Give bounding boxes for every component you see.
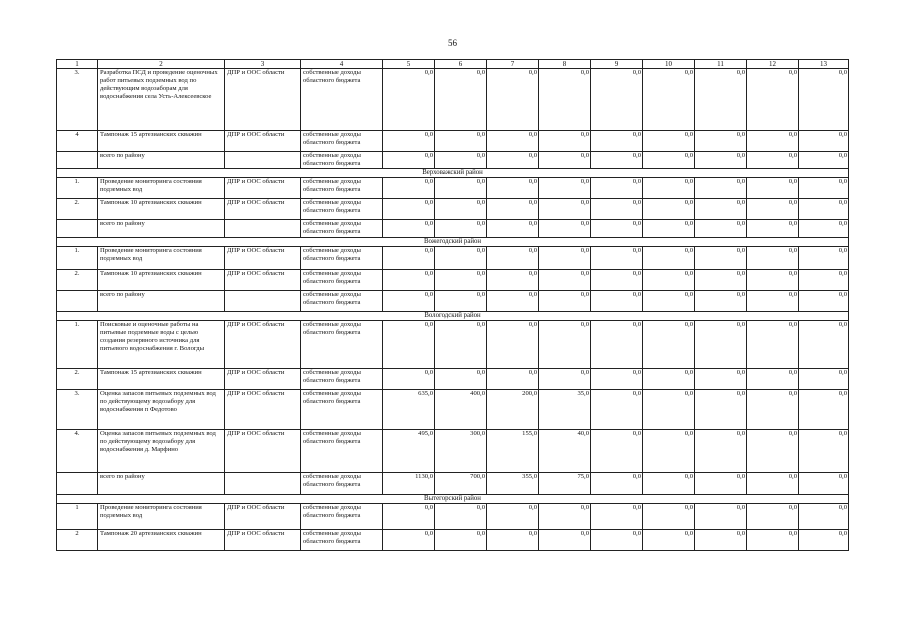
district-name: Верховажский район <box>57 169 849 178</box>
amount-cell: 0,0 <box>695 530 747 551</box>
funding-source: собственные доходы областного бюджета <box>301 270 383 291</box>
district-header-row <box>57 169 849 178</box>
amount-cell: 0,0 <box>643 530 695 551</box>
amount-cell: 0,0 <box>487 291 539 312</box>
amount-cell: 0,0 <box>799 220 849 238</box>
executor: ДПР и ООС области <box>225 199 301 220</box>
amount-cell: 0,0 <box>539 178 591 199</box>
amount-cell: 0,0 <box>799 131 849 152</box>
amount-cell: 0,0 <box>799 321 849 369</box>
amount-cell: 0,0 <box>383 270 435 291</box>
amount-cell: 0,0 <box>383 178 435 199</box>
amount-cell: 0,0 <box>643 199 695 220</box>
amount-cell: 0,0 <box>487 530 539 551</box>
amount-cell: 0,0 <box>747 220 799 238</box>
table-row <box>57 178 849 199</box>
table-row <box>57 321 849 369</box>
amount-cell: 0,0 <box>747 530 799 551</box>
amount-cell: 0,0 <box>591 390 643 430</box>
column-number: 3 <box>225 60 301 69</box>
amount-cell: 0,0 <box>799 530 849 551</box>
amount-cell: 0,0 <box>695 504 747 530</box>
amount-cell: 0,0 <box>539 530 591 551</box>
funding-source: собственные доходы областного бюджета <box>301 178 383 199</box>
table-row <box>57 199 849 220</box>
district-header-row <box>57 312 849 321</box>
table-row <box>57 131 849 152</box>
row-number: 1. <box>57 247 98 270</box>
amount-cell: 0,0 <box>695 291 747 312</box>
amount-cell: 0,0 <box>591 430 643 473</box>
amount-cell: 0,0 <box>591 504 643 530</box>
amount-cell: 0,0 <box>487 504 539 530</box>
funding-source: собственные доходы областного бюджета <box>301 69 383 131</box>
amount-cell: 0,0 <box>435 504 487 530</box>
amount-cell: 0,0 <box>799 504 849 530</box>
amount-cell: 0,0 <box>799 69 849 131</box>
executor: ДПР и ООС области <box>225 247 301 270</box>
amount-cell: 0,0 <box>383 369 435 390</box>
row-number <box>57 152 98 169</box>
amount-cell: 0,0 <box>695 321 747 369</box>
table-row <box>57 369 849 390</box>
amount-cell: 0,0 <box>747 473 799 495</box>
amount-cell: 0,0 <box>591 178 643 199</box>
column-number: 6 <box>435 60 487 69</box>
amount-cell: 0,0 <box>747 504 799 530</box>
amount-cell: 0,0 <box>487 247 539 270</box>
row-number <box>57 220 98 238</box>
amount-cell: 0,0 <box>539 247 591 270</box>
activity-name: Тампонаж 10 артезианских скважин <box>98 270 225 291</box>
column-number: 10 <box>643 60 695 69</box>
funding-source: собственные доходы областного бюджета <box>301 152 383 169</box>
table-row <box>57 390 849 430</box>
column-number: 12 <box>747 60 799 69</box>
amount-cell: 0,0 <box>643 390 695 430</box>
amount-cell: 0,0 <box>747 321 799 369</box>
amount-cell: 0,0 <box>799 178 849 199</box>
amount-cell: 0,0 <box>747 291 799 312</box>
amount-cell: 0,0 <box>539 220 591 238</box>
column-number: 1 <box>57 60 98 69</box>
amount-cell: 0,0 <box>435 152 487 169</box>
amount-cell: 0,0 <box>695 152 747 169</box>
amount-cell: 1130,0 <box>383 473 435 495</box>
district-name: Вологодский район <box>57 312 849 321</box>
amount-cell: 0,0 <box>643 69 695 131</box>
amount-cell: 0,0 <box>435 69 487 131</box>
amount-cell: 0,0 <box>643 430 695 473</box>
funding-source: собственные доходы областного бюджета <box>301 199 383 220</box>
executor: ДПР и ООС области <box>225 178 301 199</box>
table-row <box>57 504 849 530</box>
amount-cell: 0,0 <box>643 152 695 169</box>
amount-cell: 0,0 <box>695 247 747 270</box>
amount-cell: 0,0 <box>695 69 747 131</box>
district-header-row <box>57 495 849 504</box>
amount-cell: 0,0 <box>487 131 539 152</box>
amount-cell: 35,0 <box>539 390 591 430</box>
row-number: 1. <box>57 178 98 199</box>
row-number: 2. <box>57 270 98 291</box>
amount-cell: 0,0 <box>643 270 695 291</box>
amount-cell: 0,0 <box>643 220 695 238</box>
amount-cell: 400,0 <box>435 390 487 430</box>
amount-cell: 0,0 <box>591 530 643 551</box>
amount-cell: 0,0 <box>539 369 591 390</box>
funding-source: собственные доходы областного бюджета <box>301 473 383 495</box>
executor: ДПР и ООС области <box>225 430 301 473</box>
amount-cell: 0,0 <box>539 131 591 152</box>
activity-name: Тампонаж 15 артезианских скважин <box>98 131 225 152</box>
amount-cell: 0,0 <box>435 199 487 220</box>
amount-cell: 0,0 <box>591 291 643 312</box>
amount-cell: 635,0 <box>383 390 435 430</box>
amount-cell: 0,0 <box>539 291 591 312</box>
amount-cell: 495,0 <box>383 430 435 473</box>
funding-source: собственные доходы областного бюджета <box>301 321 383 369</box>
amount-cell: 0,0 <box>435 178 487 199</box>
amount-cell: 0,0 <box>643 321 695 369</box>
row-number: 1 <box>57 504 98 530</box>
column-number: 13 <box>799 60 849 69</box>
amount-cell: 0,0 <box>591 247 643 270</box>
amount-cell: 0,0 <box>591 69 643 131</box>
amount-cell: 0,0 <box>435 247 487 270</box>
funding-source: собственные доходы областного бюджета <box>301 291 383 312</box>
district-name: Вожегодский район <box>57 238 849 247</box>
amount-cell: 0,0 <box>799 369 849 390</box>
row-number: 4. <box>57 430 98 473</box>
row-number: 2. <box>57 369 98 390</box>
executor: ДПР и ООС области <box>225 131 301 152</box>
amount-cell: 0,0 <box>383 530 435 551</box>
row-number: 2. <box>57 199 98 220</box>
executor: ДПР и ООС области <box>225 390 301 430</box>
amount-cell: 0,0 <box>539 270 591 291</box>
amount-cell: 0,0 <box>539 152 591 169</box>
amount-cell: 0,0 <box>799 270 849 291</box>
funding-source: собственные доходы областного бюджета <box>301 220 383 238</box>
amount-cell: 0,0 <box>487 270 539 291</box>
amount-cell: 0,0 <box>435 131 487 152</box>
table-row <box>57 247 849 270</box>
amount-cell: 0,0 <box>747 430 799 473</box>
amount-cell: 0,0 <box>695 199 747 220</box>
amount-cell: 0,0 <box>435 369 487 390</box>
activity-name: Разработка ПСД и проведение оценочных работ питьевых подземных вод по действующим водозаборам для водоснабжения села Усть-Алексеевское <box>98 69 225 131</box>
amount-cell: 0,0 <box>435 321 487 369</box>
amount-cell: 0,0 <box>487 178 539 199</box>
amount-cell: 0,0 <box>487 69 539 131</box>
funding-source: собственные доходы областного бюджета <box>301 390 383 430</box>
amount-cell: 0,0 <box>487 369 539 390</box>
executor: ДПР и ООС области <box>225 69 301 131</box>
amount-cell: 0,0 <box>383 131 435 152</box>
amount-cell: 0,0 <box>695 473 747 495</box>
amount-cell: 0,0 <box>591 270 643 291</box>
district-header-row <box>57 238 849 247</box>
amount-cell: 0,0 <box>643 473 695 495</box>
amount-cell: 0,0 <box>799 430 849 473</box>
executor <box>225 291 301 312</box>
amount-cell: 0,0 <box>383 291 435 312</box>
amount-cell: 0,0 <box>591 321 643 369</box>
executor: ДПР и ООС области <box>225 321 301 369</box>
column-number: 5 <box>383 60 435 69</box>
amount-cell: 0,0 <box>383 220 435 238</box>
amount-cell: 200,0 <box>487 390 539 430</box>
column-number: 8 <box>539 60 591 69</box>
amount-cell: 0,0 <box>799 247 849 270</box>
activity-name: Проведение мониторинга состояния подземных вод <box>98 247 225 270</box>
amount-cell: 0,0 <box>695 220 747 238</box>
executor: ДПР и ООС области <box>225 530 301 551</box>
row-number <box>57 473 98 495</box>
amount-cell: 0,0 <box>747 390 799 430</box>
amount-cell: 0,0 <box>643 369 695 390</box>
column-number-row <box>57 60 849 69</box>
amount-cell: 700,0 <box>435 473 487 495</box>
amount-cell: 0,0 <box>435 220 487 238</box>
amount-cell: 0,0 <box>435 530 487 551</box>
amount-cell: 0,0 <box>695 178 747 199</box>
amount-cell: 40,0 <box>539 430 591 473</box>
executor <box>225 473 301 495</box>
column-number: 11 <box>695 60 747 69</box>
row-number: 1. <box>57 321 98 369</box>
amount-cell: 0,0 <box>799 152 849 169</box>
amount-cell: 0,0 <box>695 270 747 291</box>
activity-name: Тампонаж 15 артезианских скважин <box>98 369 225 390</box>
amount-cell: 0,0 <box>695 390 747 430</box>
amount-cell: 0,0 <box>747 369 799 390</box>
table-row <box>57 270 849 291</box>
amount-cell: 0,0 <box>383 152 435 169</box>
column-number: 7 <box>487 60 539 69</box>
executor: ДПР и ООС области <box>225 369 301 390</box>
activity-name: Оценка запасов питьевых подземных вод по действующему водозабору для водоснабжения д. Марфино <box>98 430 225 473</box>
amount-cell: 0,0 <box>591 473 643 495</box>
activity-name: Проведение мониторинга состояния подземных вод <box>98 178 225 199</box>
executor <box>225 220 301 238</box>
activity-name: Оценка запасов питьевых подземных вод по действующему водозабору для водоснабжения п Федотово <box>98 390 225 430</box>
amount-cell: 0,0 <box>747 178 799 199</box>
district-total-row <box>57 473 849 495</box>
activity-name: всего по району <box>98 220 225 238</box>
amount-cell: 0,0 <box>383 321 435 369</box>
amount-cell: 0,0 <box>383 504 435 530</box>
amount-cell: 0,0 <box>539 321 591 369</box>
activity-name: всего по району <box>98 473 225 495</box>
amount-cell: 0,0 <box>539 69 591 131</box>
table-row <box>57 530 849 551</box>
amount-cell: 0,0 <box>643 504 695 530</box>
amount-cell: 0,0 <box>487 220 539 238</box>
district-total-row <box>57 220 849 238</box>
amount-cell: 155,0 <box>487 430 539 473</box>
amount-cell: 0,0 <box>591 131 643 152</box>
funding-source: собственные доходы областного бюджета <box>301 247 383 270</box>
activity-name: Тампонаж 10 артезианских скважин <box>98 199 225 220</box>
funding-source: собственные доходы областного бюджета <box>301 369 383 390</box>
amount-cell: 0,0 <box>643 178 695 199</box>
amount-cell: 0,0 <box>747 152 799 169</box>
amount-cell: 0,0 <box>487 321 539 369</box>
activity-name: всего по району <box>98 291 225 312</box>
amount-cell: 0,0 <box>435 291 487 312</box>
activity-name: Поисковые и оценочные работы на питьевые подземные воды с целью создания резервного источника для питьевого водоснабжения г. Вологды <box>98 321 225 369</box>
amount-cell: 0,0 <box>799 199 849 220</box>
amount-cell: 0,0 <box>591 152 643 169</box>
funding-source: собственные доходы областного бюджета <box>301 530 383 551</box>
row-number: 3. <box>57 69 98 131</box>
amount-cell: 0,0 <box>799 473 849 495</box>
amount-cell: 0,0 <box>799 390 849 430</box>
funding-source: собственные доходы областного бюджета <box>301 504 383 530</box>
column-number: 9 <box>591 60 643 69</box>
amount-cell: 0,0 <box>695 430 747 473</box>
column-number: 2 <box>98 60 225 69</box>
amount-cell: 355,0 <box>487 473 539 495</box>
amount-cell: 0,0 <box>695 369 747 390</box>
amount-cell: 0,0 <box>643 247 695 270</box>
amount-cell: 0,0 <box>591 369 643 390</box>
executor: ДПР и ООС области <box>225 504 301 530</box>
amount-cell: 0,0 <box>643 131 695 152</box>
amount-cell: 0,0 <box>747 247 799 270</box>
row-number: 3. <box>57 390 98 430</box>
column-number: 4 <box>301 60 383 69</box>
district-name: Вытегорский район <box>57 495 849 504</box>
amount-cell: 0,0 <box>383 69 435 131</box>
amount-cell: 0,0 <box>695 131 747 152</box>
amount-cell: 300,0 <box>435 430 487 473</box>
activity-name: Проведение мониторинга состояния подземных вод <box>98 504 225 530</box>
amount-cell: 0,0 <box>591 199 643 220</box>
table-row <box>57 430 849 473</box>
amount-cell: 0,0 <box>591 220 643 238</box>
amount-cell: 0,0 <box>383 247 435 270</box>
amount-cell: 0,0 <box>539 504 591 530</box>
budget-table <box>56 59 849 551</box>
amount-cell: 0,0 <box>435 270 487 291</box>
page-number: 56 <box>448 38 457 48</box>
amount-cell: 0,0 <box>487 152 539 169</box>
activity-name: Тампонаж 20 артезианских скважин <box>98 530 225 551</box>
row-number: 2 <box>57 530 98 551</box>
row-number <box>57 291 98 312</box>
activity-name: всего по району <box>98 152 225 169</box>
amount-cell: 75,0 <box>539 473 591 495</box>
amount-cell: 0,0 <box>747 69 799 131</box>
amount-cell: 0,0 <box>799 291 849 312</box>
row-number: 4 <box>57 131 98 152</box>
amount-cell: 0,0 <box>643 291 695 312</box>
amount-cell: 0,0 <box>539 199 591 220</box>
amount-cell: 0,0 <box>383 199 435 220</box>
amount-cell: 0,0 <box>747 199 799 220</box>
amount-cell: 0,0 <box>747 131 799 152</box>
table-body <box>57 60 849 551</box>
district-total-row <box>57 291 849 312</box>
funding-source: собственные доходы областного бюджета <box>301 430 383 473</box>
executor: ДПР и ООС области <box>225 270 301 291</box>
table-row <box>57 69 849 131</box>
district-total-row <box>57 152 849 169</box>
executor <box>225 152 301 169</box>
amount-cell: 0,0 <box>747 270 799 291</box>
amount-cell: 0,0 <box>487 199 539 220</box>
funding-source: собственные доходы областного бюджета <box>301 131 383 152</box>
